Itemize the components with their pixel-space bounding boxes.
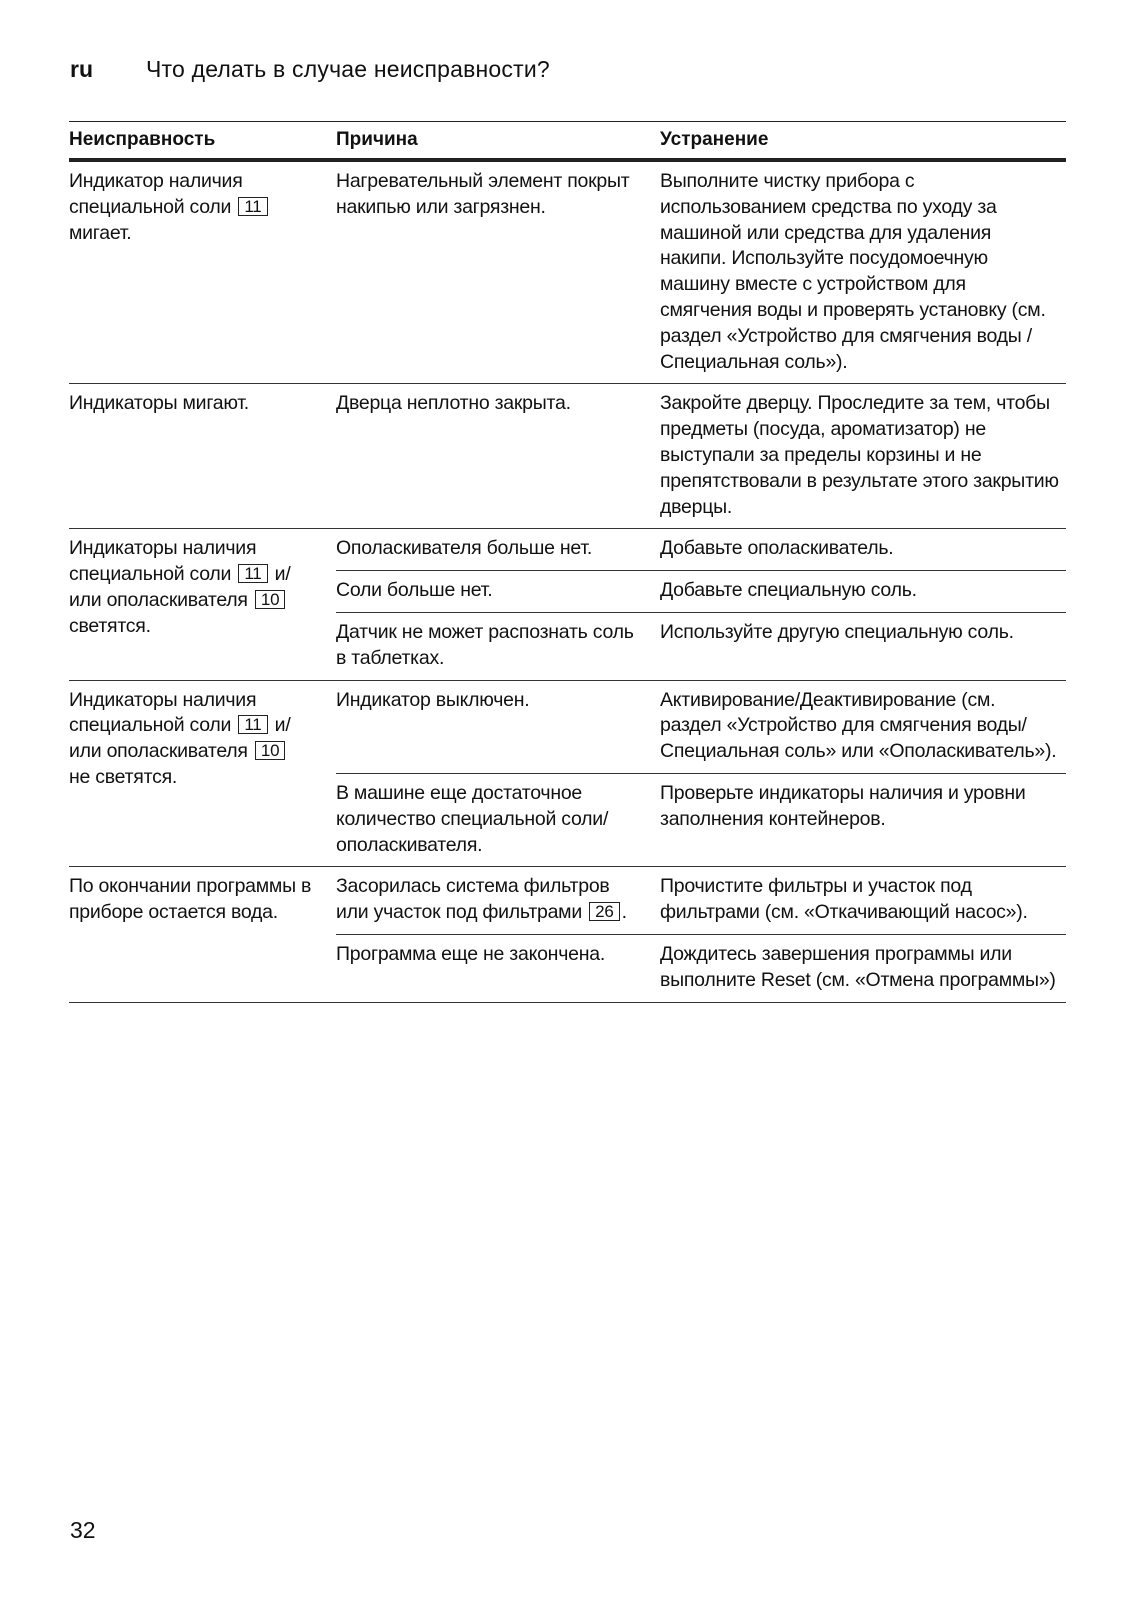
column-header-fault: Неисправность	[69, 129, 216, 150]
table-row	[336, 612, 1066, 680]
cause-cell	[336, 391, 660, 520]
troubleshooting-table	[69, 121, 1066, 1003]
cell-line: Добавьте специальную соль.	[660, 579, 917, 602]
table-row	[336, 934, 1066, 1002]
table-header-row	[69, 122, 1066, 162]
fix-cell	[660, 169, 1066, 375]
line-text-after: и/	[269, 714, 291, 737]
cell-line	[69, 739, 330, 765]
cell-line	[69, 169, 330, 195]
cell-line: Индикатор выключен.	[336, 688, 530, 711]
cell-line: Закройте дверцу. Проследите за тем, чтобы	[660, 392, 1050, 415]
reference-number-box: 11	[238, 564, 267, 583]
cell-line: В машине еще достаточное	[336, 781, 583, 804]
table-row	[336, 162, 1066, 383]
cell-line	[69, 588, 330, 614]
cell-line: Прочистите фильтры и участок под	[660, 875, 972, 898]
table-row	[336, 681, 1066, 773]
line-text: Индикаторы мигают.	[69, 392, 249, 415]
cell-line: ополаскивателя.	[336, 833, 483, 856]
cell-line: машиной или средства для удаления	[660, 221, 992, 244]
cell-line	[69, 688, 330, 714]
cell-line	[69, 765, 330, 791]
cause-fix-rows	[336, 681, 1066, 867]
cell-line: Используйте другую специальную соль.	[660, 620, 1014, 643]
cell-line: Датчик не может распознать соль	[336, 620, 634, 643]
cause-cell	[336, 578, 660, 604]
line-text: специальной соли	[69, 195, 237, 218]
line-text: Индикаторы наличия	[69, 688, 257, 711]
cell-line	[69, 614, 330, 640]
reference-number-box: 10	[255, 590, 285, 609]
table-row	[336, 529, 1066, 570]
fix-cell	[660, 391, 1066, 520]
cause-cell	[336, 620, 660, 672]
reference-number-box: 11	[238, 197, 267, 216]
table-row-group	[69, 867, 1066, 1002]
cell-line: количество специальной соли/	[336, 807, 609, 830]
cell-line	[69, 221, 330, 247]
cell-line	[69, 900, 330, 926]
cell-line: Дверца неплотно закрыта.	[336, 392, 571, 415]
line-text: или участок под фильтрами	[336, 901, 588, 924]
fault-cell	[69, 867, 336, 1001]
cell-line: Специальная соль»).	[660, 350, 848, 373]
fault-cell	[69, 681, 336, 867]
cell-line	[69, 195, 330, 221]
fix-cell	[660, 578, 1066, 604]
fault-cell	[69, 529, 336, 679]
fix-cell	[660, 536, 1066, 562]
line-text: Индикатор наличия	[69, 170, 243, 192]
cell-line: раздел «Устройство для смягчения воды /	[660, 324, 1032, 347]
cell-line: использованием средства по уходу за	[660, 195, 997, 218]
page-title: Что делать в случае неисправности?	[146, 56, 550, 82]
column-header-cause: Причина	[336, 129, 418, 150]
line-text-after: и/	[269, 563, 291, 586]
cell-line: заполнения контейнеров.	[660, 807, 886, 830]
cause-cell	[336, 874, 660, 926]
cell-line: Программа еще не закончена.	[336, 942, 605, 965]
reference-number-box: 11	[238, 715, 267, 734]
cause-cell	[336, 688, 660, 765]
table-body	[69, 162, 1066, 1003]
fix-cell	[660, 874, 1066, 926]
line-text: не светятся.	[69, 765, 178, 788]
cause-cell	[336, 942, 660, 994]
table-row	[336, 867, 1066, 934]
line-text: специальной соли	[69, 563, 237, 586]
fault-cell	[69, 384, 336, 528]
cause-cell	[336, 169, 660, 375]
cell-line: препятствовали в результате этого закрытию	[660, 469, 1059, 492]
cause-cell	[336, 781, 660, 858]
cell-line: накипи. Используйте посудомоечную	[660, 247, 988, 270]
cell-line: Специальная соль» или «Ополаскиватель»).	[660, 740, 1057, 763]
line-text: Индикаторы наличия	[69, 537, 257, 560]
cell-line: фильтрами (см. «Откачивающий насос»).	[660, 901, 1028, 924]
line-text: или ополаскивателя	[69, 588, 253, 611]
reference-number-box: 26	[589, 902, 619, 921]
cell-line: машину вместе с устройством для	[660, 273, 966, 296]
cell-line	[336, 900, 650, 926]
cell-line: Активирование/Деактивирование (см.	[660, 688, 996, 711]
fix-cell	[660, 688, 1066, 765]
cell-line: Выполните чистку прибора с	[660, 170, 915, 192]
cause-fix-rows	[336, 162, 1066, 383]
cell-line: предметы (посуда, ароматизатор) не	[660, 418, 986, 441]
cell-line	[69, 874, 330, 900]
language-tag: ru	[70, 56, 93, 82]
table-row-group	[69, 529, 1066, 680]
fix-cell	[660, 942, 1066, 994]
table-row	[336, 570, 1066, 612]
cause-fix-rows	[336, 384, 1066, 528]
table-row-group	[69, 681, 1066, 868]
cell-line: накипью или загрязнен.	[336, 195, 546, 218]
cell-line: выступали за пределы корзины и не	[660, 443, 982, 466]
cell-line	[69, 562, 330, 588]
table-row	[336, 773, 1066, 866]
line-text: светятся.	[69, 614, 151, 637]
cell-line: Нагревательный элемент покрыт	[336, 170, 630, 192]
cell-line: Ополаскивателя больше нет.	[336, 537, 593, 560]
cell-line	[69, 536, 330, 562]
cell-line: Соли больше нет.	[336, 579, 493, 602]
table-row-group	[69, 384, 1066, 529]
fix-cell	[660, 781, 1066, 858]
cell-line	[69, 713, 330, 739]
cell-line	[336, 874, 650, 900]
cell-line: раздел «Устройство для смягчения воды/	[660, 714, 1027, 737]
reference-number-box: 10	[255, 741, 285, 760]
line-text: или ополаскивателя	[69, 740, 253, 763]
column-header-fix: Устранение	[660, 129, 769, 150]
line-text: По окончании программы в	[69, 875, 312, 898]
cell-line: выполните Reset (см. «Отмена программы»)	[660, 968, 1056, 991]
cause-fix-rows	[336, 529, 1066, 679]
line-text: специальной соли	[69, 714, 237, 737]
cell-line: дверцы.	[660, 495, 733, 518]
table-row	[336, 384, 1066, 528]
line-text: приборе остается вода.	[69, 901, 278, 924]
cell-line: Проверьте индикаторы наличия и уровни	[660, 781, 1026, 804]
cause-fix-rows	[336, 867, 1066, 1001]
page-header	[70, 56, 550, 83]
cell-line: смягчения воды и проверять установку (см.	[660, 298, 1046, 321]
line-text-after: .	[621, 901, 627, 924]
fault-cell	[69, 162, 336, 383]
cell-line: в таблетках.	[336, 646, 445, 669]
line-text: Засорилась система фильтров	[336, 875, 610, 898]
cell-line	[69, 391, 330, 417]
page-number: 32	[70, 1517, 96, 1543]
line-text: мигает.	[69, 221, 132, 244]
cell-line: Добавьте ополаскиватель.	[660, 537, 894, 560]
cause-cell	[336, 536, 660, 562]
fix-cell	[660, 620, 1066, 672]
table-row-group	[69, 162, 1066, 384]
cell-line: Дождитесь завершения программы или	[660, 942, 1012, 965]
